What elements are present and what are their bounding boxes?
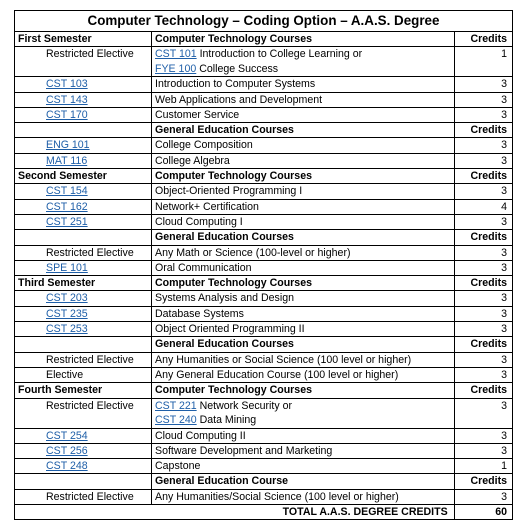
course-cell — [15, 77, 152, 92]
credits-value: 3 — [454, 367, 512, 382]
course-code-link[interactable]: MAT 116 — [46, 154, 88, 167]
course-code-link[interactable]: CST 240 — [155, 413, 197, 426]
degree-table — [14, 10, 513, 520]
course-title-cell — [152, 153, 455, 168]
course-title-cell — [152, 138, 455, 153]
credits-value: 1 — [454, 47, 512, 77]
course-title-line — [155, 444, 451, 458]
course-row — [15, 398, 513, 428]
credits-value: 1 — [454, 459, 512, 474]
credits-value: 3 — [454, 138, 512, 153]
credits-value: 3 — [454, 214, 512, 229]
course-cell — [15, 367, 152, 382]
course-row — [15, 291, 513, 306]
credits-value: 4 — [454, 199, 512, 214]
course-title-line — [155, 154, 451, 168]
course-cell — [15, 47, 152, 77]
total-credits: 60 — [454, 505, 512, 520]
credits-header: Credits — [454, 276, 512, 291]
course-title-line — [155, 184, 451, 198]
group-header-row — [15, 383, 513, 398]
course-title-line — [155, 459, 451, 473]
course-row — [15, 138, 513, 153]
course-title: Cloud Computing II — [155, 429, 246, 442]
course-code-link[interactable]: CST 251 — [46, 215, 88, 228]
course-title-line — [155, 429, 451, 443]
course-code-link[interactable]: CST 101 — [155, 48, 197, 61]
credits-header: Credits — [454, 474, 512, 489]
course-title-line — [155, 413, 451, 427]
course-row — [15, 367, 513, 382]
blank-cell — [15, 123, 152, 138]
course-title-cell — [152, 214, 455, 229]
course-code-link[interactable]: CST 154 — [46, 185, 88, 198]
semester-heading: Fourth Semester — [15, 383, 152, 398]
course-title-cell — [152, 398, 455, 428]
group-header-row — [15, 123, 513, 138]
course-title: Object Oriented Programming II — [155, 323, 305, 336]
course-cell — [15, 92, 152, 107]
course-row — [15, 459, 513, 474]
semester-heading: Third Semester — [15, 276, 152, 291]
credits-value: 3 — [454, 306, 512, 321]
group-heading: General Education Courses — [152, 123, 455, 138]
course-title: Customer Service — [155, 108, 240, 121]
group-heading: Computer Technology Courses — [152, 383, 455, 398]
course-title: Cloud Computing I — [155, 215, 243, 228]
group-heading: General Education Courses — [152, 230, 455, 245]
group-heading: General Education Course — [152, 474, 455, 489]
course-cell — [15, 291, 152, 306]
course-title-line — [155, 77, 451, 91]
course-title: College Composition — [155, 139, 253, 152]
group-heading: Computer Technology Courses — [152, 169, 455, 184]
course-title-line — [155, 215, 451, 229]
group-heading: Computer Technology Courses — [152, 32, 455, 47]
course-cell — [15, 489, 152, 504]
course-row — [15, 47, 513, 77]
credits-value: 3 — [454, 443, 512, 458]
course-cell — [15, 107, 152, 122]
course-title-cell — [152, 47, 455, 77]
course-code-link[interactable]: CST 143 — [46, 93, 88, 106]
blank-cell — [15, 474, 152, 489]
course-code-link[interactable]: CST 170 — [46, 108, 88, 121]
course-title-cell — [152, 92, 455, 107]
course-cell — [15, 428, 152, 443]
course-title: College Algebra — [155, 154, 230, 167]
course-cell — [15, 306, 152, 321]
course-title-line — [155, 307, 451, 321]
course-row — [15, 245, 513, 260]
group-header-row — [15, 276, 513, 291]
blank-cell — [15, 337, 152, 352]
course-label: Elective — [46, 368, 84, 381]
course-row — [15, 153, 513, 168]
course-title-cell — [152, 352, 455, 367]
course-title-line — [155, 291, 451, 305]
course-label: Restricted Elective — [46, 48, 134, 61]
course-row — [15, 352, 513, 367]
course-title: Any Humanities/Social Science (100 level or higher) — [155, 490, 399, 503]
course-title: Systems Analysis and Design — [155, 292, 294, 305]
course-row — [15, 260, 513, 275]
course-title-cell — [152, 322, 455, 337]
course-title: Any Humanities or Social Science (100 level or higher) — [155, 353, 412, 366]
course-title-line — [155, 62, 451, 76]
table-title: Computer Technology – Coding Option – A.A.S. Degree — [15, 11, 513, 32]
course-code-link[interactable]: CST 103 — [46, 78, 88, 91]
credits-value: 3 — [454, 489, 512, 504]
course-title: Network Security or — [196, 399, 293, 412]
credits-value: 3 — [454, 352, 512, 367]
blank-cell — [15, 230, 152, 245]
course-title-cell — [152, 428, 455, 443]
course-code-link[interactable]: CST 253 — [46, 323, 88, 336]
group-header-row — [15, 169, 513, 184]
credits-value: 3 — [454, 92, 512, 107]
course-title: Any Math or Science (100-level or higher) — [155, 246, 351, 259]
credits-value: 3 — [454, 398, 512, 428]
course-title-line — [155, 93, 451, 107]
semester-heading: First Semester — [15, 32, 152, 47]
course-row — [15, 107, 513, 122]
course-title-cell — [152, 443, 455, 458]
course-row — [15, 322, 513, 337]
course-title-cell — [152, 184, 455, 199]
course-code-link[interactable]: CST 203 — [46, 292, 88, 305]
course-code-link[interactable]: CST 221 — [155, 399, 197, 412]
course-row — [15, 92, 513, 107]
course-code-link[interactable]: CST 254 — [46, 429, 88, 442]
group-header-row — [15, 337, 513, 352]
course-title-line — [155, 261, 451, 275]
course-cell — [15, 352, 152, 367]
course-row — [15, 184, 513, 199]
course-code-link[interactable]: ENG 101 — [46, 139, 90, 152]
credits-value: 3 — [454, 428, 512, 443]
group-header-row — [15, 474, 513, 489]
course-title-line — [155, 246, 451, 260]
course-cell — [15, 184, 152, 199]
course-code-link[interactable]: SPE 101 — [46, 261, 88, 274]
course-code-link[interactable]: FYE 100 — [155, 62, 197, 75]
course-cell — [15, 443, 152, 458]
group-header-row — [15, 230, 513, 245]
total-row — [15, 505, 513, 520]
course-cell — [15, 459, 152, 474]
course-cell — [15, 138, 152, 153]
credits-header: Credits — [454, 337, 512, 352]
credits-value: 3 — [454, 153, 512, 168]
group-header-row — [15, 32, 513, 47]
course-title-cell — [152, 245, 455, 260]
course-row — [15, 199, 513, 214]
course-title-cell — [152, 199, 455, 214]
course-title-line — [155, 47, 451, 61]
course-title: Introduction to College Learning or — [196, 48, 363, 61]
course-cell — [15, 260, 152, 275]
course-title-cell — [152, 291, 455, 306]
course-title: Any General Education Course (100 level or higher) — [155, 368, 399, 381]
course-title-line — [155, 138, 451, 152]
course-code-link[interactable]: CST 235 — [46, 307, 88, 320]
course-title-line — [155, 108, 451, 122]
credits-header: Credits — [454, 383, 512, 398]
course-label: Restricted Elective — [46, 246, 134, 259]
course-cell — [15, 322, 152, 337]
credits-value: 3 — [454, 245, 512, 260]
total-label: TOTAL A.A.S. DEGREE CREDITS — [15, 505, 455, 520]
credits-header: Credits — [454, 123, 512, 138]
course-cell — [15, 398, 152, 428]
course-title-cell — [152, 77, 455, 92]
course-code-link[interactable]: CST 256 — [46, 444, 88, 457]
course-title-cell — [152, 367, 455, 382]
credits-value: 3 — [454, 107, 512, 122]
course-title: Data Mining — [196, 413, 257, 426]
credits-header: Credits — [454, 32, 512, 47]
course-title: Database Systems — [155, 307, 244, 320]
credits-value: 3 — [454, 260, 512, 275]
course-label: Restricted Elective — [46, 353, 134, 366]
credits-value: 3 — [454, 184, 512, 199]
course-title: Software Development and Marketing — [155, 444, 333, 457]
credits-header: Credits — [454, 169, 512, 184]
credits-header: Credits — [454, 230, 512, 245]
course-row — [15, 489, 513, 504]
semester-heading: Second Semester — [15, 169, 152, 184]
group-heading: Computer Technology Courses — [152, 276, 455, 291]
course-title-line — [155, 322, 451, 336]
course-title: Web Applications and Development — [155, 93, 323, 106]
course-title: Object-Oriented Programming I — [155, 185, 303, 198]
group-heading: General Education Courses — [152, 337, 455, 352]
credits-value: 3 — [454, 77, 512, 92]
course-title-cell — [152, 489, 455, 504]
course-title-line — [155, 200, 451, 214]
course-title-line — [155, 490, 451, 504]
course-label: Restricted Elective — [46, 399, 134, 412]
course-title-cell — [152, 459, 455, 474]
course-row — [15, 306, 513, 321]
course-title: Network+ Certification — [155, 200, 259, 213]
course-title: College Success — [196, 62, 279, 75]
course-label: Restricted Elective — [46, 490, 134, 503]
course-title-line — [155, 368, 451, 382]
course-title-cell — [152, 306, 455, 321]
course-title-line — [155, 399, 451, 413]
credits-value: 3 — [454, 291, 512, 306]
course-title-cell — [152, 260, 455, 275]
course-code-link[interactable]: CST 162 — [46, 200, 88, 213]
course-cell — [15, 153, 152, 168]
course-code-link[interactable]: CST 248 — [46, 460, 88, 473]
course-row — [15, 428, 513, 443]
course-cell — [15, 199, 152, 214]
course-cell — [15, 214, 152, 229]
course-row — [15, 443, 513, 458]
course-title-cell — [152, 107, 455, 122]
course-row — [15, 214, 513, 229]
course-cell — [15, 245, 152, 260]
credits-value: 3 — [454, 322, 512, 337]
course-title-line — [155, 353, 451, 367]
course-row — [15, 77, 513, 92]
course-title: Oral Communication — [155, 261, 252, 274]
course-title: Capstone — [155, 460, 201, 473]
course-title: Introduction to Computer Systems — [155, 78, 316, 91]
